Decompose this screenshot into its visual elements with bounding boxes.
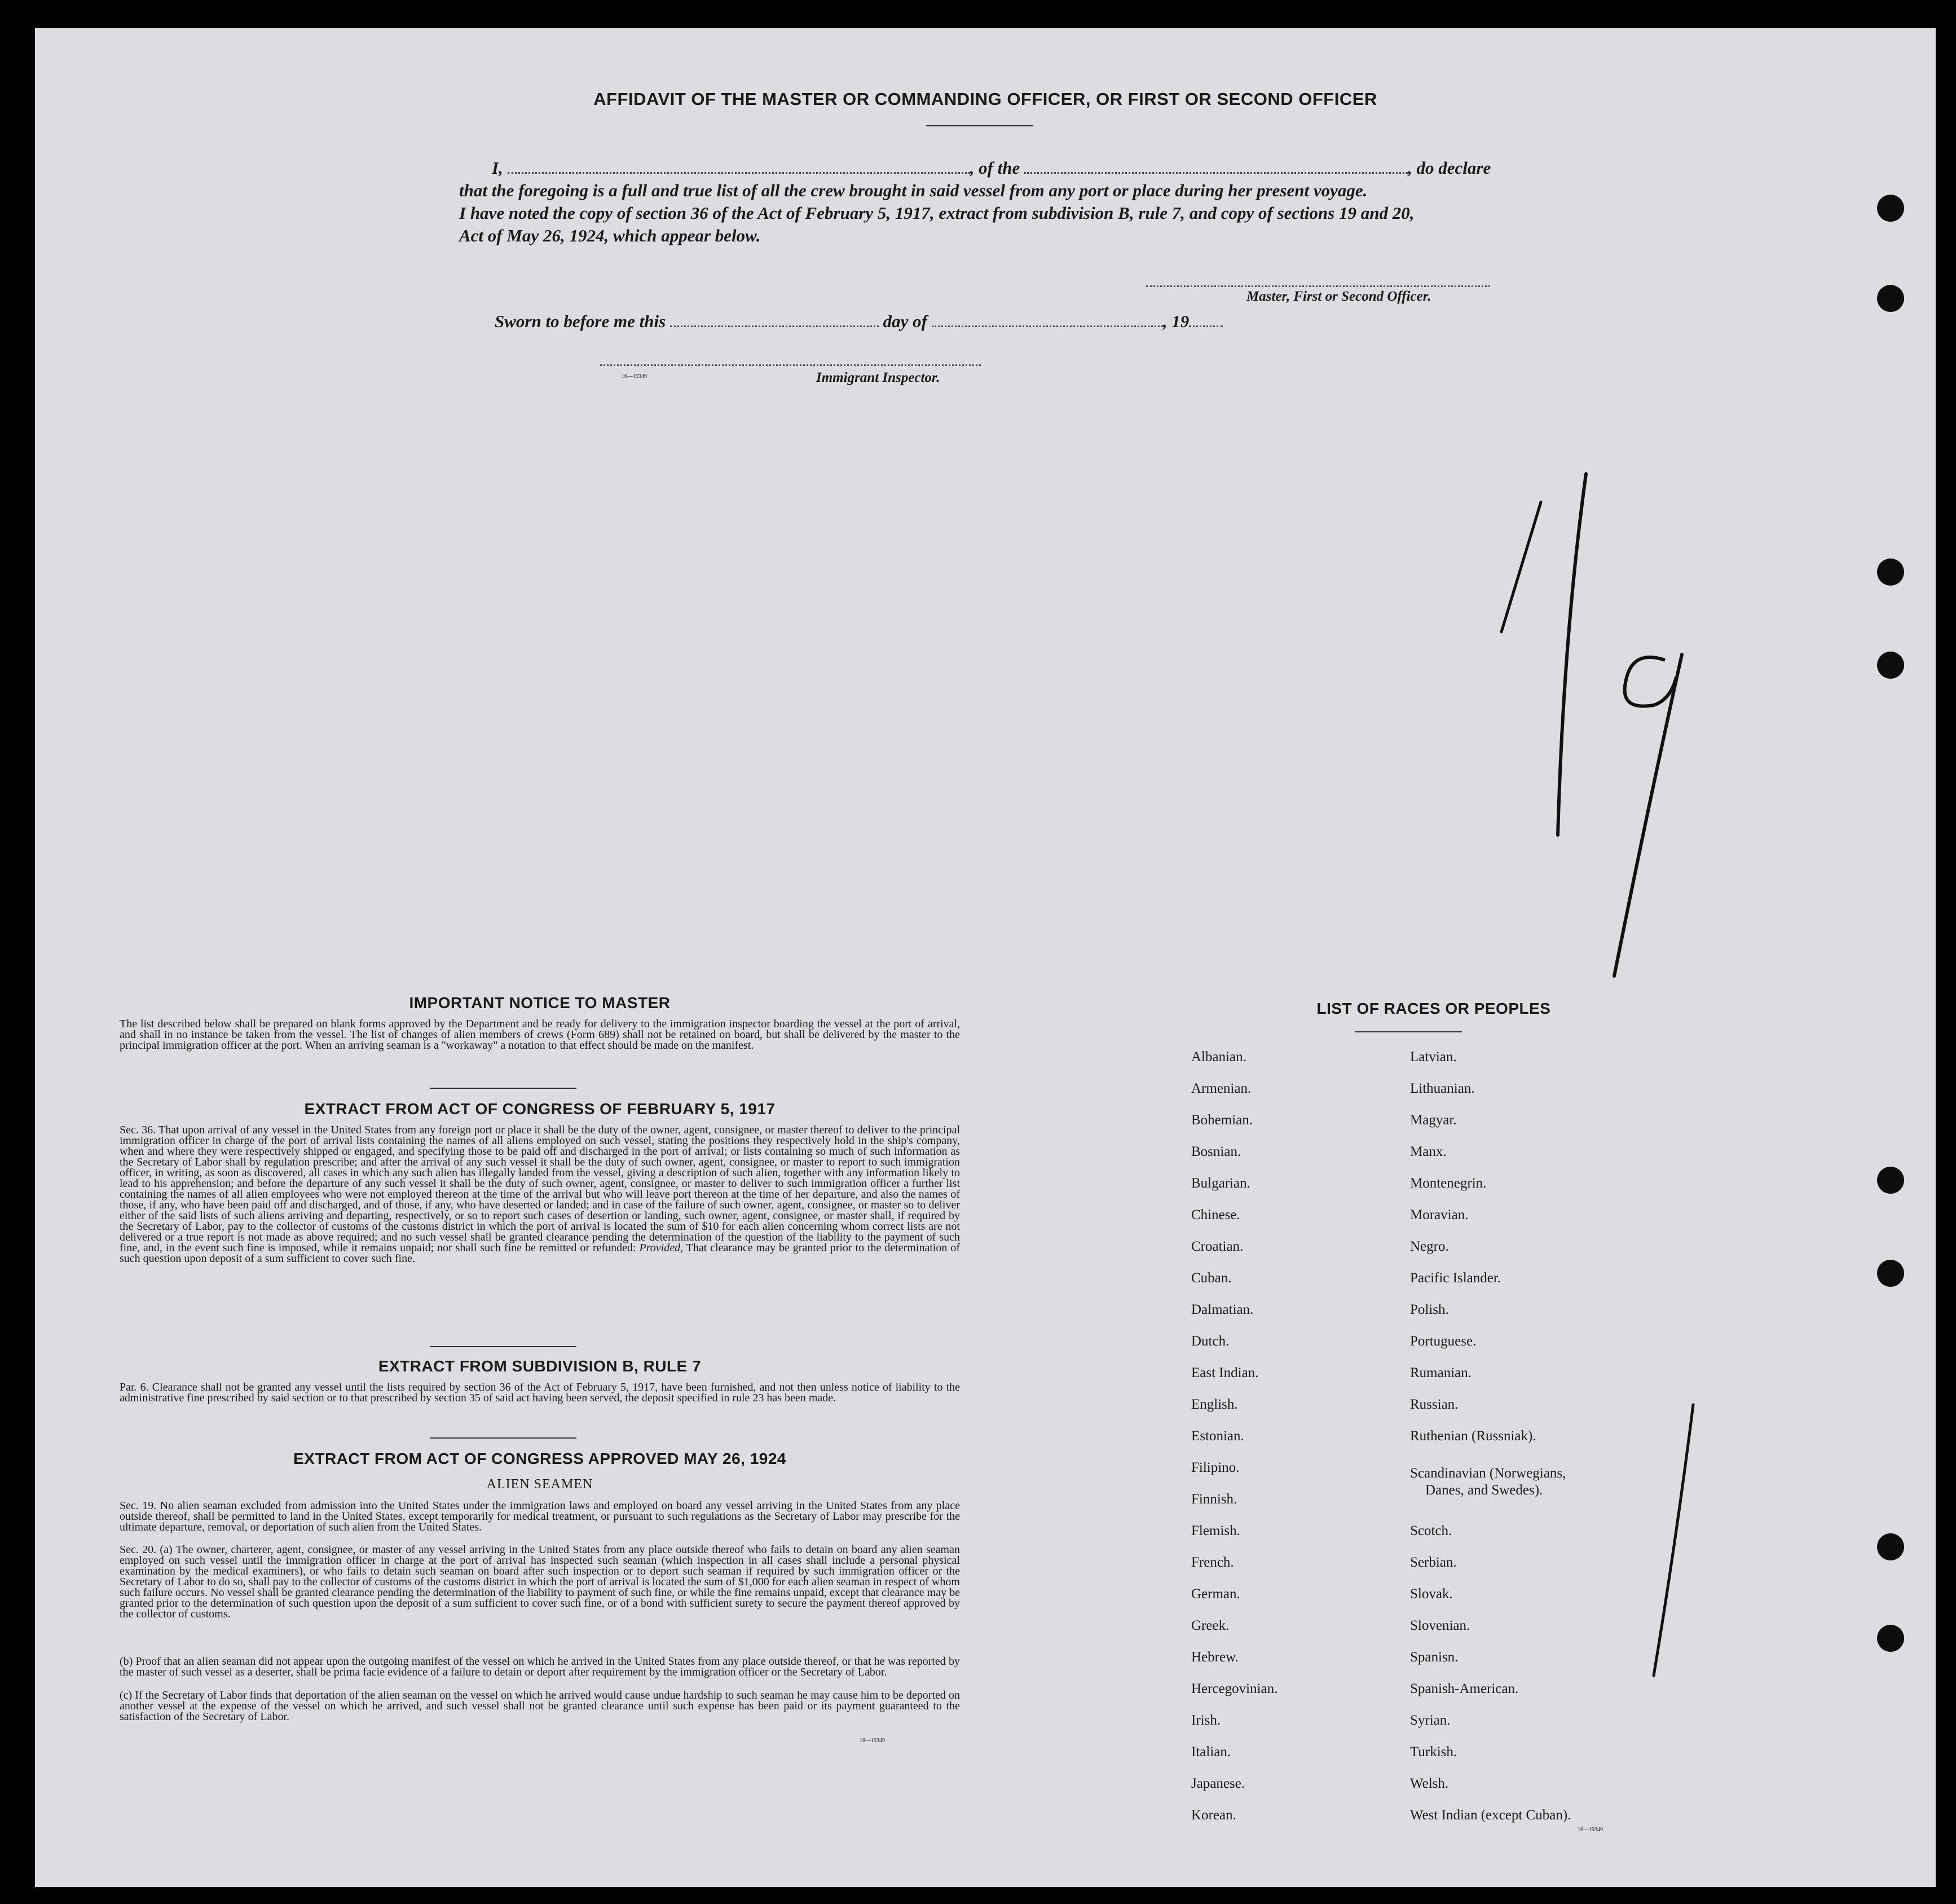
binder-hole (1877, 1260, 1904, 1287)
section-rule-2 (430, 1346, 576, 1347)
inspector-caption: Immigrant Inspector. (816, 370, 940, 385)
vessel-blank[interactable] (1024, 162, 1408, 174)
affidavit-line-3: I have noted the copy of section 36 of the Act of February 5, 1917, extract from subdivision B, rule 7, and copy of sections 19 and 20, (459, 203, 1415, 223)
affidavit-line-4: Act of May 26, 1924, which appear below. (459, 226, 761, 245)
race-item: Negro. (1410, 1239, 1449, 1254)
race-item: Rumanian. (1410, 1365, 1472, 1380)
binder-hole (1877, 652, 1904, 679)
race-item: French. (1191, 1555, 1234, 1570)
master-signature-line[interactable] (1146, 275, 1490, 287)
extract-1924-heading: EXTRACT FROM ACT OF CONGRESS APPROVED MAY 26, 1924 (293, 1450, 786, 1467)
sec-36-end: That clearance may be granted prior to the determination of such question upon deposit of a sum sufficient to cover such fine. (120, 1242, 961, 1265)
document-page (35, 28, 1936, 1887)
race-item: Syrian. (1410, 1713, 1451, 1728)
race-item: Spanish-American. (1410, 1681, 1519, 1696)
of-the-label: , of the (970, 158, 1020, 178)
race-item: Albanian. (1191, 1049, 1246, 1065)
race-item: Lithuanian. (1410, 1081, 1475, 1096)
affidavit-line-1 (492, 157, 1491, 179)
affidavit-line-2: that the foregoing is a full and true list of all the crew brought in said vessel from any port or place during her present voyage. (459, 181, 1368, 200)
race-item: Serbian. (1410, 1555, 1457, 1570)
sec-36-label: Sec. 36. (120, 1124, 156, 1136)
alien-seamen-subheading: ALIEN SEAMEN (486, 1477, 593, 1492)
inspector-signature-line[interactable] (600, 354, 981, 366)
race-item: Dutch. (1191, 1334, 1230, 1349)
race-item: Italian. (1191, 1744, 1231, 1760)
race-item: Korean. (1191, 1808, 1236, 1823)
binder-hole (1877, 1625, 1904, 1652)
race-item: Slovenian. (1410, 1618, 1470, 1633)
handwritten-mark (1496, 468, 1733, 1004)
races-rule (1355, 1031, 1462, 1032)
sworn-month-blank[interactable] (932, 315, 1163, 327)
race-item: Polish. (1410, 1302, 1449, 1317)
race-item: Montenegrin. (1410, 1176, 1487, 1191)
race-item: Armenian. (1191, 1081, 1252, 1096)
notice-heading: IMPORTANT NOTICE TO MASTER (409, 994, 671, 1012)
race-item: Slovak. (1410, 1586, 1453, 1602)
race-item: East Indian. (1191, 1365, 1259, 1380)
binder-hole (1877, 195, 1904, 222)
sec-20c-body: (c) If the Secretary of Labor finds that deportation of the alien seaman on the vessel on which he arrived would cause undue hardship to such seaman he may cause him to be deported on another vessel at the expense of the vessel on which he arrived, and such vessel shall not be granted clearance until such expense has been paid or its payment guaranteed to the satisfaction of the Secretary of Labor. (120, 1689, 960, 1723)
sec-20b-body: (b) Proof that an alien seaman did not appear upon the outgoing manifest of the vessel on which he arrived in the United States from any place outside thereof, or that he was reported by the master of such vessel as a deserter, shall be prima facie evidence of a failure to detain or deport after requirement by the immigration officer or the Secretary of Labor. (120, 1655, 960, 1678)
affidavit-title: AFFIDAVIT OF THE MASTER OR COMMANDING OFFICER, OR FIRST OR SECOND OFFICER (593, 89, 1377, 109)
race-item: Turkish. (1410, 1744, 1457, 1760)
rule7-body: Par. 6. Clearance shall not be granted any vessel until the lists required by section 36 of the Act of February 5, 1917, have been furnished, and not then unless notice of liability to the administrative fine prescribed by said section or to that prescribed by section 35 of said act having been served, the deposit specified in rule 23 has been made. (120, 1381, 960, 1404)
binder-hole (1877, 285, 1904, 312)
name-blank[interactable] (508, 162, 970, 174)
race-item: Hebrew. (1191, 1650, 1239, 1665)
race-item: Latvian. (1410, 1049, 1457, 1065)
signature-caption: Master, First or Second Officer. (1246, 289, 1431, 304)
race-item: Scotch. (1410, 1523, 1452, 1538)
race-item: Scandinavian (Norwegians, (1410, 1466, 1566, 1481)
race-item: Finnish. (1191, 1492, 1237, 1507)
sworn-label: Sworn to before me this (495, 311, 666, 331)
day-of-label: day of (883, 311, 927, 331)
form-number-3: 16—19349 (1578, 1827, 1603, 1833)
race-item: Bulgarian. (1191, 1176, 1250, 1191)
race-item: English. (1191, 1397, 1238, 1412)
race-item: Manx. (1410, 1144, 1447, 1159)
notice-body: The list described below shall be prepared on blank forms approved by the Department and be ready for delivery to the immigration inspector boarding the vessel at the port of arrival, and shall in no instance be taken from the vessel. The list of changes of alien members of crews (Form 689) shall not be retained on board, but shall be delivered by the master to the principal immigration officer at the port. When an arriving seaman is a "workaway" a notation to that effect should be made on the manifest. (120, 1018, 960, 1052)
race-item: Filipino. (1191, 1460, 1240, 1475)
races-heading: LIST OF RACES OR PEOPLES (1316, 1000, 1551, 1017)
sec-20a-body: Sec. 20. (a) The owner, charterer, agent, consignee, or master of any vessel arriving in the United States from any place outside thereof who fails to detain on board any alien seaman employed on such vessel until the immigration officer in charge at the port of arrival has inspected such seaman (which inspection in all cases shall include a personal physical examination by the medical examiners), or who fails to detain such seaman on board after such inspection or to deport such seaman if required by such immigration officer or the Secretary of Labor to do so, shall pay to the collector of customs of the customs district in which the port of arrival is located the sum of $1,000 for each alien seaman in respect of whom such failure occurs. No vessel shall be granted clearance pending the determination of the liability to payment of such fine, or while the fine remains unpaid, except that clearance may be granted prior to the determination of such question upon the deposit of a sum sufficient to cover such fine, or of a bond with sufficient surety to secure the payment thereof approved by the collector of customs. (120, 1544, 960, 1620)
race-item: Irish. (1191, 1713, 1221, 1728)
race-item: Pacific Islander. (1410, 1270, 1501, 1286)
race-item: Spanisn. (1410, 1650, 1459, 1665)
race-item: Flemish. (1191, 1523, 1240, 1538)
race-item: Hercegovinian. (1191, 1681, 1278, 1696)
race-item: German. (1191, 1586, 1240, 1602)
do-declare-label: , do declare (1408, 158, 1491, 178)
sworn-line (495, 310, 1223, 333)
binder-hole (1877, 1533, 1904, 1560)
race-item: Japanese. (1191, 1776, 1245, 1791)
race-item: Bosnian. (1191, 1144, 1241, 1159)
sworn-year-blank[interactable] (1189, 315, 1223, 327)
race-item: Cuban. (1191, 1270, 1232, 1286)
race-item: West Indian (except Cuban). (1410, 1808, 1571, 1823)
binder-hole (1877, 559, 1904, 586)
extract-1917-body (120, 1125, 960, 1264)
extract-1917-heading: EXTRACT FROM ACT OF CONGRESS OF FEBRUARY 5, 1917 (304, 1100, 776, 1118)
i-label: I, (492, 158, 503, 178)
rule7-heading: EXTRACT FROM SUBDIVISION B, RULE 7 (378, 1357, 702, 1375)
race-item: Russian. (1410, 1397, 1459, 1412)
race-item: Danes, and Swedes). (1425, 1483, 1543, 1498)
sec-36-text: That upon arrival of any vessel in the United States from any foreign port or place it shall be the duty of the owner, agent, consignee, or master thereof to deliver to the principal immigration officer in charge of the port of arrival lists containing the names of all aliens employed on such vessel, stating the positions they respectively hold in the ship's company, when and where they were respectively shipped or engaged, and specifying those to be paid off and discharged in the port of arrival; or lists containing so much of such information as the Secretary of Labor shall by regulation prescribe; and after the arrival of any such vessel it shall be the duty of such owner, agent, consignee, or master to report to such immigration officer, in writing, as soon as discovered, all cases in which any such alien has illegally landed from the vessel, giving a description of such alien, together with any information likely to lead to his apprehension; and before the departure of any such vessel it shall be the duty of such owner, agent, consignee, or master to deliver to such immigration officer a further list containing the names of all alien employees who were not employed thereon at the time of the arrival but who will leave port thereon at the time of her departure, and also the names of those, if any, who have been paid off and discharged, and of those, if any, who have deserted or landed; and in case of the failure of such owner, agent, consignee, or master so to deliver either of the said lists of such aliens arriving and departing, respectively, or so to report such cases of desertion or landing, such owner, agent, consignee, or master shall, if required by the Secretary of Labor, pay to the collector of customs of the customs district in which the port of arrival is located the sum of $10 for each alien concerning whom correct lists are not delivered or a true report is not made as above required; and no such vessel shall be granted clearance pending the determination of the question of the liability to the payment of such fine, and, in the event such fine is imposed, while it remains unpaid; nor shall such fine be remitted or refunded: (120, 1124, 961, 1254)
form-number: 16—19349 (622, 373, 647, 380)
provided-label: Provided, (639, 1242, 684, 1254)
race-item: Chinese. (1191, 1207, 1240, 1223)
race-item: Magyar. (1410, 1113, 1457, 1128)
handwritten-stroke (1642, 1399, 1710, 1681)
title-rule (926, 125, 1033, 126)
binder-hole (1877, 1167, 1904, 1194)
race-item: Dalmatian. (1191, 1302, 1254, 1317)
race-item: Croatian. (1191, 1239, 1244, 1254)
form-number-2: 16—19349 (860, 1738, 885, 1744)
sec-19-body: Sec. 19. No alien seaman excluded from admission into the United States under the immigration laws and employed on board any vessel arriving in the United States from any place outside thereof, shall be permitted to land in the United States, except temporarily for medical treatment, or pursuant to such regulations as the Secretary of Labor may prescribe for the ultimate departure, removal, or deportation of such alien from the United States. (120, 1500, 960, 1533)
race-item: Ruthenian (Russniak). (1410, 1428, 1536, 1444)
section-rule-3 (430, 1437, 576, 1439)
race-item: Portuguese. (1410, 1334, 1477, 1349)
section-rule (430, 1088, 576, 1089)
year-label: , 19 (1162, 311, 1190, 331)
race-item: Welsh. (1410, 1776, 1449, 1791)
race-item: Greek. (1191, 1618, 1230, 1633)
race-item: Bohemian. (1191, 1113, 1253, 1128)
race-item: Estonian. (1191, 1428, 1244, 1444)
sworn-day-blank[interactable] (670, 315, 879, 327)
race-item: Moravian. (1410, 1207, 1469, 1223)
